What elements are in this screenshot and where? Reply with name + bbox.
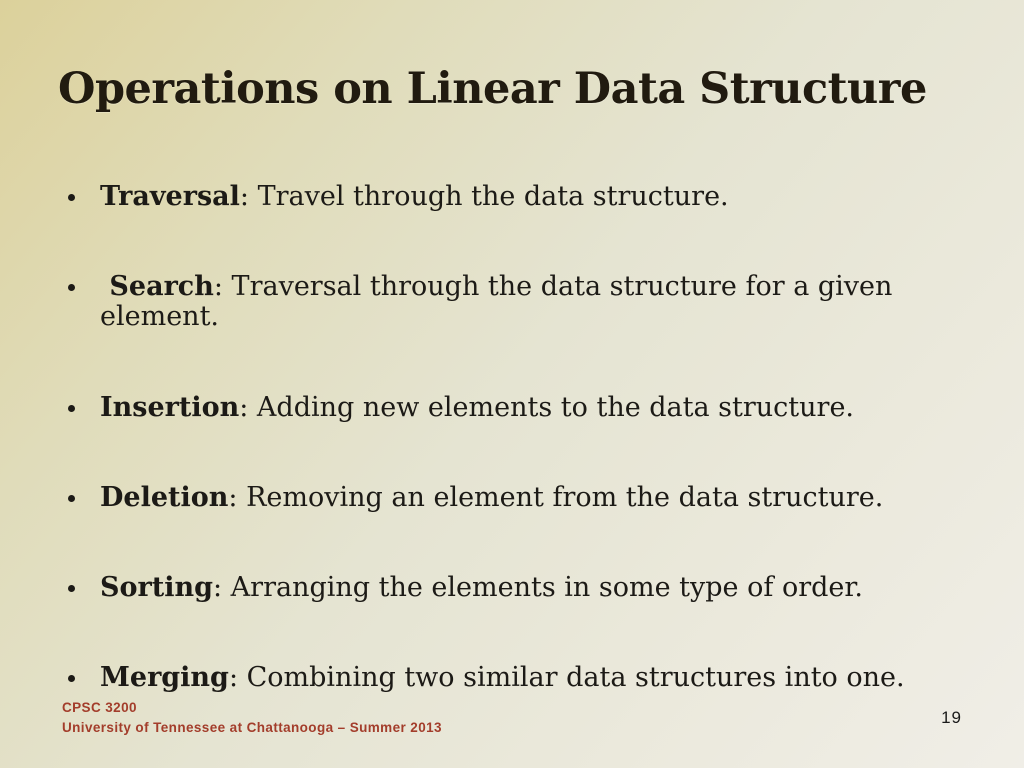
list-item: [60, 573, 990, 603]
bullet-term: Insertion: [100, 391, 240, 423]
bullet-icon: [68, 585, 75, 592]
list-item: [60, 393, 990, 423]
list-item: [60, 663, 990, 693]
bullet-text: : Traversal through the data structure for a given element.: [100, 271, 902, 333]
page-number: 19: [941, 708, 962, 727]
bullet-icon: [68, 495, 75, 502]
bullet-term: Search: [100, 271, 214, 303]
list-item: [60, 182, 990, 212]
bullet-text: : Combining two similar data structures into one.: [228, 662, 905, 694]
footer-institution: University of Tennessee at Chattanooga – Summer 2013: [62, 720, 442, 736]
bullet-term: Deletion: [100, 481, 229, 513]
slide-footer: [62, 698, 442, 739]
bullet-term: Merging: [100, 662, 229, 694]
bullet-icon: [68, 284, 75, 291]
list-item: [60, 272, 990, 332]
slide-title: Operations on Linear Data Structure: [58, 64, 927, 114]
bullet-text: : Removing an element from the data structure.: [228, 481, 884, 513]
bullet-text: : Arranging the elements in some type of order.: [212, 572, 863, 604]
list-item: [60, 483, 990, 513]
bullet-icon: [68, 194, 75, 201]
bullet-term: Traversal: [100, 181, 240, 212]
footer-course: CPSC 3200: [62, 700, 137, 715]
bullet-icon: [68, 405, 75, 412]
bullet-term: Sorting: [100, 572, 213, 604]
bullet-icon: [68, 675, 75, 682]
bullet-list: [60, 182, 990, 754]
bullet-text: : Adding new elements to the data structure.: [239, 391, 855, 423]
bullet-text: : Travel through the data structure.: [239, 181, 729, 212]
